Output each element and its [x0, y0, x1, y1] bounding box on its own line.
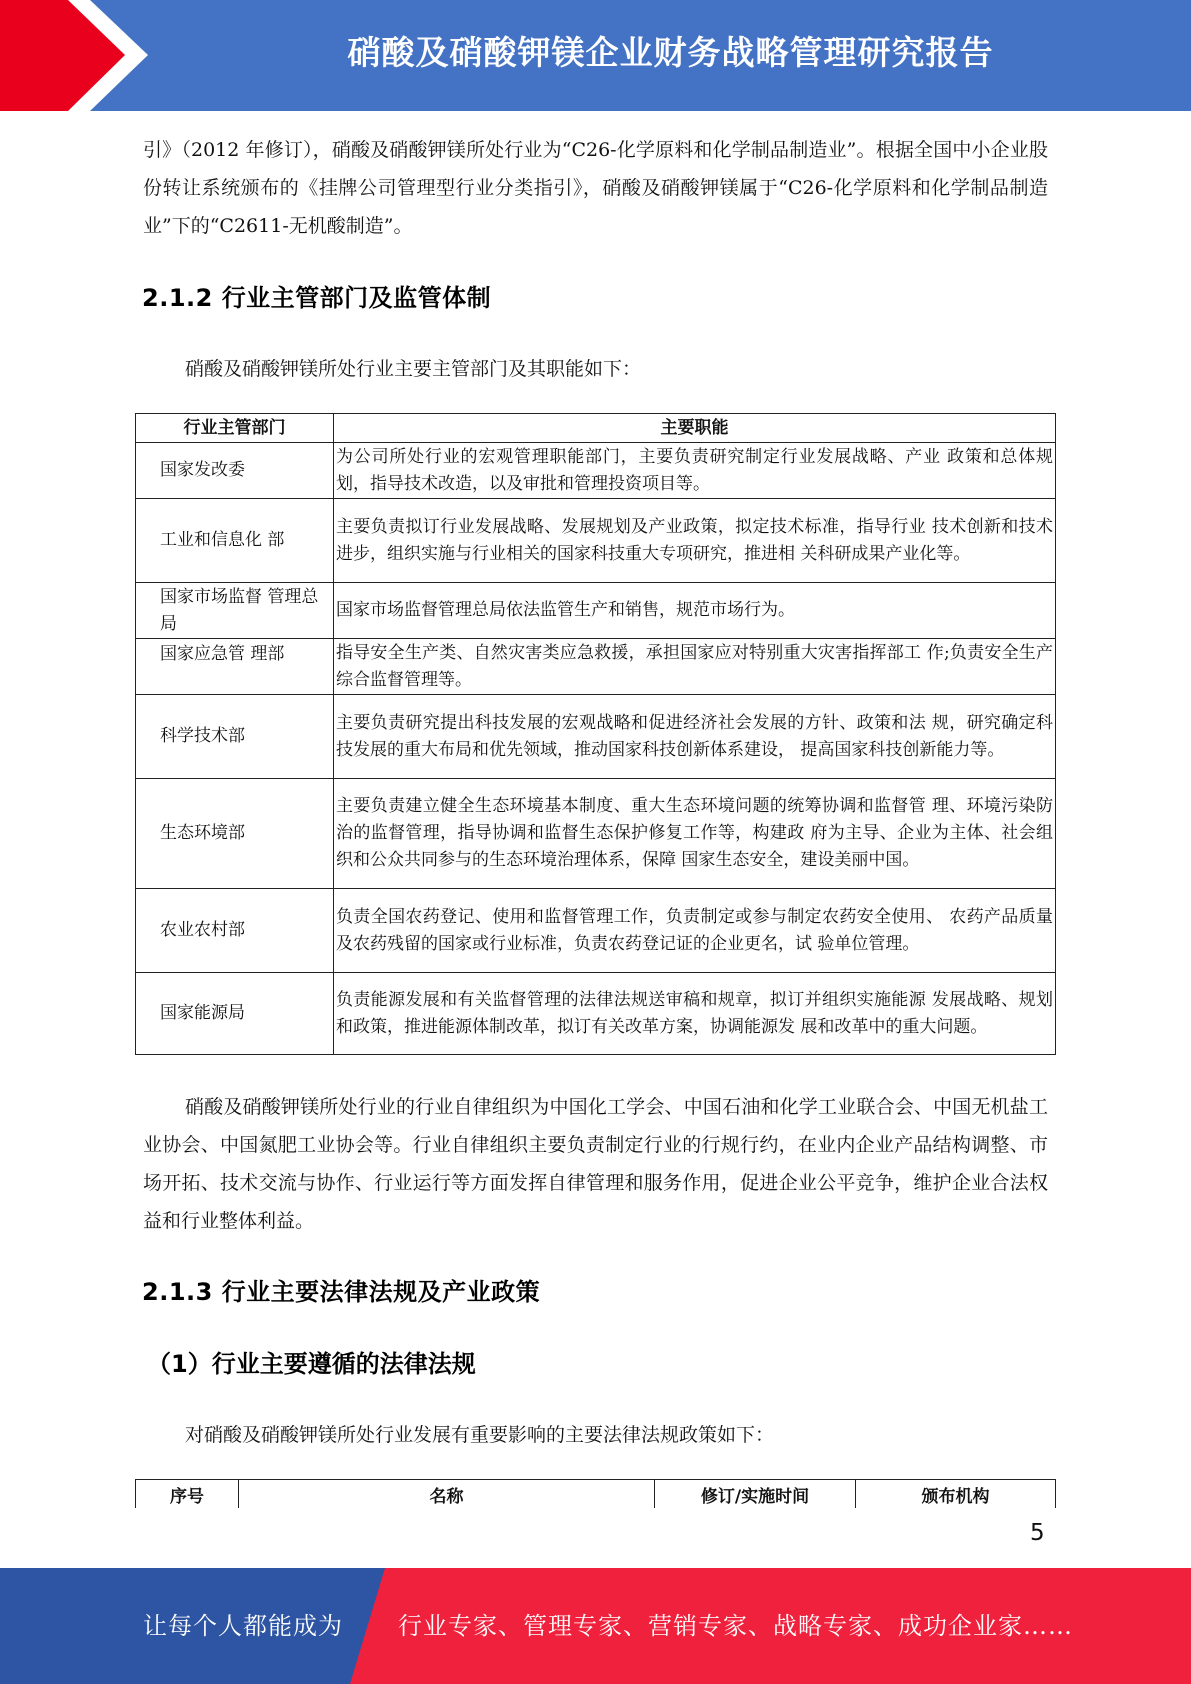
- column-header-department: 行业主管部门: [136, 414, 334, 443]
- department-name: 工业和信息化 部: [136, 499, 334, 583]
- column-header-issuer: 颁布机构: [856, 1480, 1056, 1509]
- header-chevron-decoration: [0, 0, 160, 111]
- section-heading-2-1-2: 2.1.2 行业主管部门及监管体制: [142, 284, 492, 312]
- table-row: [136, 499, 1056, 583]
- page-content: [143, 131, 1048, 245]
- section-2-1-2-closing: 硝酸及硝酸钾镁所处行业的行业自律组织为中国化工学会、中国石油和化学工业联合会、中国无机盐工业协会、中国氮肥工业协会等。行业自律组织主要负责制定行业的行规行约，在业内企业产品结构调整、市场开拓、技术交流与协作、行业运行等方面发挥自律管理和服务作用，促进企业公平竞争，维护企业合法权益和行业整体利益。: [143, 1096, 1048, 1232]
- footer-slogan-right: 行业专家、管理专家、营销专家、战略专家、成功企业家……: [398, 1612, 1073, 1640]
- department-name: 国家发改委: [136, 443, 334, 499]
- column-header-date: 修订/实施时间: [655, 1480, 856, 1509]
- section-2-1-3-lead: 对硝酸及硝酸钾镁所处行业发展有重要影响的主要法律法规政策如下：: [185, 1424, 775, 1446]
- department-duty: 主要负责研究提出科技发展的宏观战略和促进经济社会发展的方针、政策和法 规，研究确定科技发展的重大布局和优先领域，推动国家科技创新体系建设， 提高国家科技创新能力等。: [334, 695, 1056, 779]
- department-name: 科学技术部: [136, 695, 334, 779]
- footer-slogan-left: 让每个人都能成为: [143, 1612, 343, 1640]
- department-name: 国家应急管 理部: [136, 639, 334, 695]
- page-number: 5: [1030, 1520, 1045, 1546]
- table-header-row: [136, 414, 1056, 443]
- page-footer: [0, 1568, 1191, 1684]
- department-name: 国家市场监督 管理总局: [136, 583, 334, 639]
- department-duty: 负责全国农药登记、使用和监督管理工作，负责制定或参与制定农药安全使用、 农药产品质量及农药残留的国家或行业标准，负责农药登记证的企业更名，试 验单位管理。: [334, 889, 1056, 973]
- table-row: [136, 583, 1056, 639]
- table-row: [136, 639, 1056, 695]
- section-2-1-2-lead: 硝酸及硝酸钾镁所处行业主要主管部门及其职能如下：: [185, 358, 642, 380]
- intro-paragraph: 引》（2012 年修订），硝酸及硝酸钾镁所处行业为“C26-化学原料和化学制品制造业”。根据全国中小企业股份转让系统颁布的《挂牌公司管理型行业分类指引》，硝酸及硝酸钾镁属于“C26-化学原料和化学制品制造业”下的“C2611-无机酸制造”。: [143, 139, 1048, 237]
- table-row: [136, 695, 1056, 779]
- department-name: 农业农村部: [136, 889, 334, 973]
- department-duty: 指导安全生产类、自然灾害类应急救援，承担国家应对特别重大灾害指挥部工 作;负责安全生产综合监督管理等。: [334, 639, 1056, 695]
- department-name: 国家能源局: [136, 973, 334, 1055]
- page-header: [0, 0, 1191, 111]
- department-duty: 为公司所处行业的宏观管理职能部门，主要负责研究制定行业发展战略、产业 政策和总体规划，指导技术改造，以及审批和管理投资项目等。: [334, 443, 1056, 499]
- section-heading-2-1-3: 2.1.3 行业主要法律法规及产业政策: [142, 1278, 541, 1306]
- table-row: [136, 973, 1056, 1055]
- table-row: [136, 889, 1056, 973]
- column-header-name: 名称: [239, 1480, 655, 1509]
- department-duty: 国家市场监督管理总局依法监管生产和销售，规范市场行为。: [334, 583, 1056, 639]
- department-duty: 主要负责拟订行业发展战略、发展规划及产业政策，拟定技术标准，指导行业 技术创新和技术进步，组织实施与行业相关的国家科技重大专项研究，推进相 关科研成果产业化等。: [334, 499, 1056, 583]
- department-name: 生态环境部: [136, 779, 334, 889]
- column-header-index: 序号: [136, 1480, 239, 1509]
- report-title: 硝酸及硝酸钾镁企业财务战略管理研究报告: [347, 33, 994, 72]
- table-row: [136, 443, 1056, 499]
- department-table: [135, 413, 1056, 1055]
- subsection-heading-laws: （1）行业主要遵循的法律法规: [147, 1350, 476, 1378]
- laws-table: [135, 1479, 1056, 1508]
- table-header-row: [136, 1480, 1056, 1509]
- department-duty: 主要负责建立健全生态环境基本制度、重大生态环境问题的统筹协调和监督管 理、环境污染防治的监督管理，指导协调和监督生态保护修复工作等，构建政 府为主导、企业为主体、社会组织和公众共同参与的生态环境治理体系，保障 国家生态安全，建设美丽中国。: [334, 779, 1056, 889]
- department-duty: 负责能源发展和有关监督管理的法律法规送审稿和规章，拟订并组织实施能源 发展战略、规划和政策，推进能源体制改革，拟订有关改革方案，协调能源发 展和改革中的重大问题。: [334, 973, 1056, 1055]
- table-row: [136, 779, 1056, 889]
- column-header-duty: 主要职能: [334, 414, 1056, 443]
